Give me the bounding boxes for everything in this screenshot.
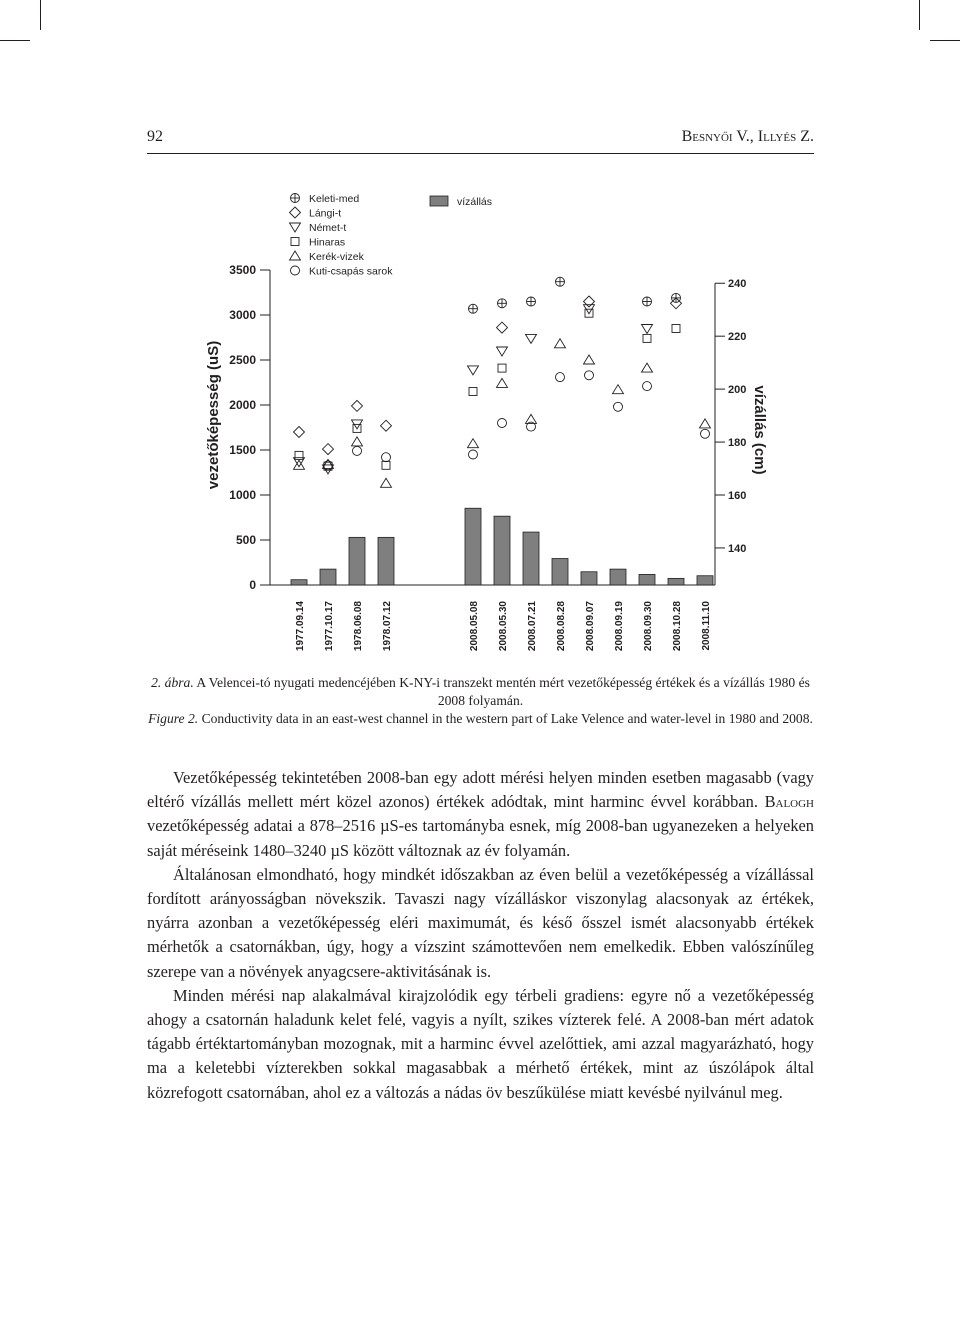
paragraph: Minden mérési nap alakalmával kirajzolódik egy térbeli gradiens: egyre nő a vezetőképesség ahogy a csatornán haladunk kelet felé, vagyis a nyílt, szikes vízterek felé. A 2008-ban mért adatok tágabb értéktartományban mozognak, mit a harminc évvel azelőttiek, ami azzal magyarázható, hogy ma a keletebbi vízterekben sokkal magasabbak a mérhető értékek, mint az úszólápok által közrefogott csatornában, ahol ez a változás a nádas öv beszűkülése miatt kevésbé nyilvánul meg.	[147, 985, 814, 1102]
marker-triangle-up	[352, 437, 363, 446]
marker-diamond	[497, 322, 508, 333]
bar-vizallas	[523, 532, 539, 585]
marker-triangle-up	[497, 378, 508, 387]
caption-text-en: Conductivity data in an east-west channel in the western part of Lake Velence and water-level in 1980 and 2008.	[201, 711, 813, 726]
bar-vizallas	[668, 578, 684, 585]
bar-vizallas	[349, 537, 365, 585]
left-tick-label: 500	[235, 533, 256, 547]
crop-mark	[930, 40, 960, 41]
bar-vizallas	[494, 516, 510, 585]
data-point	[526, 334, 537, 343]
bar-vizallas	[697, 576, 713, 585]
marker-triangle-up	[468, 439, 479, 448]
data-point	[382, 453, 391, 462]
data-point	[497, 322, 508, 333]
x-tick-label: 2008.09.07	[585, 601, 596, 652]
x-tick-label: 2008.05.30	[498, 601, 509, 652]
data-point	[294, 427, 305, 438]
left-tick-label: 0	[249, 578, 256, 592]
marker-triangle-up	[290, 251, 301, 260]
paragraph	[147, 766, 814, 863]
data-point	[497, 378, 508, 387]
bar-vizallas	[639, 574, 655, 585]
data-point	[498, 364, 506, 372]
marker-circle	[585, 371, 594, 380]
running-head: Besnyői V., Illyés Z.	[681, 128, 814, 145]
left-tick-label: 2500	[229, 353, 256, 367]
marker-circle	[469, 450, 478, 459]
data-point	[642, 325, 653, 334]
x-tick-label: 1978.06.08	[353, 601, 364, 652]
x-tick-label: 2008.09.30	[643, 601, 654, 652]
bar-vizallas	[581, 572, 597, 585]
x-tick-label: 1977.10.17	[324, 601, 335, 652]
data-point	[672, 325, 680, 333]
data-point	[469, 388, 477, 396]
caption-label-en: Figure 2.	[148, 711, 199, 726]
data-point	[498, 419, 507, 428]
bar-vizallas	[291, 580, 307, 585]
legend-label: Kuti-csapás sarok	[309, 265, 393, 278]
data-point	[352, 437, 363, 446]
paragraph-text: vezetőképesség adatai a 878–2516 µS-es tartományba esnek, míg 2008-ban ugyanezeken a helyeken saját méréseink 1480–3240 µS között változnak az év folyamán.	[147, 816, 814, 860]
marker-triangle-up	[294, 460, 305, 469]
marker-diamond	[352, 400, 363, 411]
legend-label: Kerék-vizek	[309, 251, 364, 263]
data-point	[352, 400, 363, 411]
data-point	[613, 385, 624, 394]
marker-square	[643, 334, 651, 342]
right-axis-label: vízállás (cm)	[751, 385, 768, 475]
data-point	[498, 299, 507, 308]
marker-triangle-down	[290, 223, 301, 232]
data-point	[555, 339, 566, 348]
marker-square	[498, 364, 506, 372]
x-tick-label: 1978.07.12	[382, 601, 393, 652]
left-tick-label: 3000	[229, 308, 256, 322]
legend-label: Német-t	[309, 222, 347, 234]
data-point	[556, 277, 565, 286]
marker-circle	[382, 453, 391, 462]
data-point	[642, 363, 653, 372]
crop-mark	[919, 0, 920, 30]
marker-triangle-up	[642, 363, 653, 372]
data-point	[497, 347, 508, 356]
data-point	[382, 461, 390, 469]
left-tick-label: 3500	[229, 263, 256, 277]
data-point	[700, 419, 711, 428]
legend-marker	[290, 223, 301, 232]
page-number: 92	[147, 128, 163, 145]
marker-circle	[701, 429, 710, 438]
x-tick-label: 2008.10.28	[672, 601, 683, 652]
x-tick-label: 2008.11.10	[701, 601, 712, 651]
caption-label-hu: 2. ábra.	[151, 675, 194, 690]
marker-square	[469, 388, 477, 396]
legend-label: vízállás	[457, 196, 493, 208]
data-point	[584, 355, 595, 364]
marker-triangle-up	[381, 478, 392, 487]
header-rule	[147, 153, 814, 154]
legend-bar-swatch	[430, 196, 448, 206]
marker-triangle-up	[613, 385, 624, 394]
data-point	[294, 460, 305, 469]
marker-triangle-down	[497, 347, 508, 356]
marker-diamond	[584, 296, 595, 307]
marker-square	[295, 451, 303, 459]
legend-marker	[291, 266, 300, 275]
x-tick-label: 2008.07.21	[527, 601, 538, 652]
crop-mark	[0, 40, 30, 41]
data-point	[295, 451, 303, 459]
right-tick-label: 200	[728, 384, 747, 397]
data-point	[614, 402, 623, 411]
right-tick-label: 160	[728, 490, 747, 502]
data-point	[643, 382, 652, 391]
data-point	[381, 478, 392, 487]
marker-triangle-down	[468, 366, 479, 375]
marker-circle	[556, 373, 565, 382]
right-tick-label: 180	[728, 437, 747, 450]
marker-circle	[291, 266, 300, 275]
x-tick-label: 2008.08.28	[556, 601, 567, 652]
legend-marker	[290, 251, 301, 260]
data-point	[701, 429, 710, 438]
paragraph: Általánosan elmondható, hogy mindkét időszakban az éven belül a vezetőképesség a vízállással fordított arányosságban növekszik. Tavaszi nagy vízálláskor viszonylag alacsonyak az értékek, nyárra azonban a vezetőképesség eléri maximumát, és késő ősszel ismét alacsonyabb értékek mérhetők a csatornákban, úgy, hogy a vízszint számottevően nem emelkedik. Ebben valószínűleg szerepe van a növények anyagcsere-aktivitásának is.	[147, 864, 814, 981]
figure-caption-en	[147, 710, 814, 728]
left-axis-label: vezetőképesség (uS)	[205, 340, 222, 490]
x-tick-label: 1977.09.14	[295, 601, 306, 652]
legend-label: Keleti-med	[309, 193, 360, 205]
left-tick-label: 1500	[229, 443, 256, 457]
data-point	[469, 450, 478, 459]
marker-triangle-down	[526, 334, 537, 343]
data-point	[469, 304, 478, 313]
bar-vizallas	[552, 559, 568, 585]
data-point	[584, 296, 595, 307]
legend-marker	[291, 238, 299, 246]
marker-square	[382, 461, 390, 469]
bar-vizallas	[320, 569, 336, 585]
marker-circle	[614, 402, 623, 411]
marker-circle	[353, 446, 362, 455]
right-tick-label: 240	[728, 278, 747, 291]
bar-vizallas	[378, 537, 394, 585]
marker-diamond	[294, 427, 305, 438]
marker-circle	[498, 419, 507, 428]
data-point	[556, 373, 565, 382]
left-tick-label: 1000	[229, 488, 256, 502]
author-name: Balogh	[764, 792, 814, 812]
marker-triangle-down	[642, 325, 653, 334]
legend-label: Hinaras	[309, 236, 346, 249]
data-point	[643, 334, 651, 342]
data-point	[381, 420, 392, 431]
left-tick-label: 2000	[229, 398, 256, 412]
marker-diamond	[290, 207, 301, 218]
data-point	[468, 439, 479, 448]
caption-text-hu: A Velencei-tó nyugati medencéjében K-NY-i transzekt mentén mért vezetőképesség értékek és a vízállás 1980 és 2008 folyamán.	[196, 675, 810, 708]
data-point	[643, 297, 652, 306]
legend-label: Lángi-t	[309, 207, 342, 220]
marker-circle	[643, 382, 652, 391]
figure-caption-hu	[147, 674, 814, 710]
data-point	[468, 366, 479, 375]
marker-triangle-up	[700, 419, 711, 428]
marker-diamond	[381, 420, 392, 431]
crop-mark	[40, 0, 41, 30]
x-tick-label: 2008.09.19	[614, 601, 625, 652]
marker-diamond	[323, 444, 334, 455]
x-tick-label: 2008.05.08	[469, 601, 480, 652]
bar-vizallas	[465, 508, 481, 585]
marker-square	[291, 238, 299, 246]
marker-triangle-up	[584, 355, 595, 364]
legend-marker	[290, 207, 301, 218]
data-point	[527, 297, 536, 306]
conductivity-chart	[195, 180, 775, 660]
body-text	[147, 766, 814, 1105]
paragraph-text: Vezetőképesség tekintetében 2008-ban egy adott mérési helyen minden esetben magasabb (vagy eltérő vízállás mellett mért közel azonos) értékek adódtak, mint harminc évvel korábban.	[147, 768, 814, 812]
right-tick-label: 220	[728, 331, 747, 344]
data-point	[353, 446, 362, 455]
right-tick-label: 140	[728, 542, 747, 555]
data-point	[585, 371, 594, 380]
marker-triangle-up	[555, 339, 566, 348]
data-point	[323, 444, 334, 455]
bar-vizallas	[610, 569, 626, 585]
legend-marker	[291, 194, 300, 203]
marker-square	[672, 325, 680, 333]
